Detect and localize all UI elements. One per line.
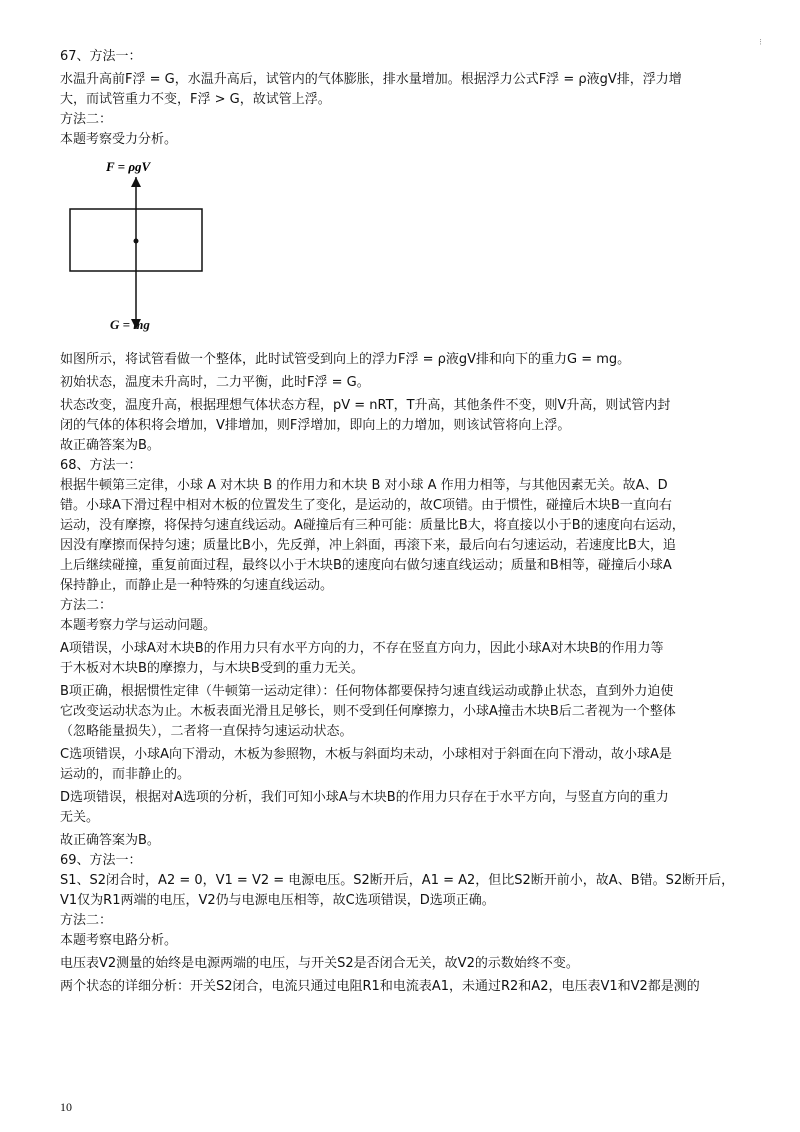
q68-method2-intro: 本题考察力学与运动问题。 [60,618,217,633]
q67-method1-line2: 大，而试管重力不变，F浮 > G，故试管上浮。 [60,92,331,107]
q67-p3-line1: 状态改变，温度升高，根据理想气体状态方程，pV = nRT，T升高，其他条件不变，则V升高，则试管内封 [60,398,671,413]
q69-method2-intro: 本题考察电路分析。 [60,933,178,948]
q68-method2-heading: 方法二： [60,598,113,613]
center-point [134,239,139,244]
q68-c2: 它改变运动状态为止。木板表面光滑且足够长，则不受到任何摩擦力，小球A撞击木块B后二者视为一个整体 [60,704,676,719]
q69-method1-heading: 69、方法一： [60,853,142,868]
q68-d2: 运动的，而非静止的。 [60,767,191,782]
q67-p2: 初始状态，温度未升高时，二力平衡，此时F浮 = G。 [60,375,370,390]
q68-method1-heading: 68、方法一： [60,458,142,473]
force-diagram-svg [66,157,226,337]
buoyancy-force-label: F = ρgV [106,159,151,174]
q68-a4: 因没有摩擦而保持匀速；质量比B小，先反弹，冲上斜面，再滚下来，最后向右匀速运动，若速度比B大，追 [60,538,676,553]
q68-a2: 错。小球A下滑过程中相对木板的位置发生了变化，是运动的，故C项错。由于惯性，碰撞后木块B一直向右 [60,498,672,513]
q68-e1: D选项错误，根据对A选项的分析，我们可知小球A与木块B的作用力只存在于水平方向，与竖直方向的重力 [60,790,669,805]
q69-method2-heading: 方法二： [60,913,113,928]
q69-b1: 电压表V2测量的始终是电源两端的电压，与开关S2是否闭合无关，故V2的示数始终不变。 [60,956,579,971]
q67-method1-heading: 67、方法一： [60,49,142,64]
document-content [60,48,750,1001]
page-number: 10 [60,1100,72,1114]
q68-b1: A项错误，小球A对木块B的作用力只有水平方向的力，不存在竖直方向力，因此小球A对木块B的作用力等 [60,641,664,656]
q69-c1: 两个状态的详细分析：开关S2闭合，电流只通过电阻R1和电流表A1，未通过R2和A2，电压表V1和V2都是测的 [60,979,700,994]
q67-method1-line1: 水温升高前F浮 = G，水温升高后，试管内的气体膨胀，排水量增加。根据浮力公式F浮 = ρ液gV排，浮力增 [60,72,682,87]
q67-method2-intro: 本题考察受力分析。 [60,132,178,147]
q67-p1: 如图所示，将试管看做一个整体，此时试管受到向上的浮力F浮 = ρ液gV排和向下的重力G = mg。 [60,352,631,367]
corner-mark: ⁝ [759,38,762,48]
q67-p3-line2: 闭的气体的体积将会增加，V排增加，则F浮增加，即向上的力增加，则该试管将向上浮。 [60,418,571,433]
q68-answer: 故正确答案为B。 [60,833,160,848]
q67-answer: 故正确答案为B。 [60,438,160,453]
up-arrow-icon [131,177,141,187]
q69-a1: S1、S2闭合时，A2 = 0，V1 = V2 = 电源电压。S2断开后，A1 = A2，但比S2断开前小，故A、B错。S2断开后， [60,873,735,888]
q68-a6: 保持静止，而静止是一种特殊的匀速直线运动。 [60,578,334,593]
gravity-force-label: G = mg [110,317,150,332]
q68-c3: （忽略能量损失），二者将一直保持匀速运动状态。 [60,724,353,739]
q68-b2: 于木板对木块B的摩擦力，与木块B受到的重力无关。 [60,661,364,676]
q69-a2: V1仅为R1两端的电压，V2仍与电源电压相等，故C选项错误，D选项正确。 [60,893,495,908]
q68-c1: B项正确，根据惯性定律（牛顿第一运动定律）：任何物体都要保持匀速直线运动或静止状态，直到外力迫使 [60,684,674,699]
q68-a1: 根据牛顿第三定律，小球 A 对木块 B 的作用力和木块 B 对小球 A 作用力相等，与其他因素无关。故A、D [60,478,668,493]
force-diagram [66,157,226,337]
q67-method2-heading: 方法二： [60,112,113,127]
q68-a3: 运动，没有摩擦，将保持匀速直线运动。A碰撞后有三种可能：质量比B大，将直接以小于B的速度向右运动， [60,518,685,533]
q68-a5: 上后继续碰撞，重复前面过程，最终以小于木块B的速度向右做匀速直线运动；质量和B相等，碰撞后小球A [60,558,672,573]
q68-d1: C选项错误，小球A向下滑动，木板为参照物，木板与斜面均未动，小球相对于斜面在向下滑动，故小球A是 [60,747,672,762]
q68-e2: 无关。 [60,810,100,825]
